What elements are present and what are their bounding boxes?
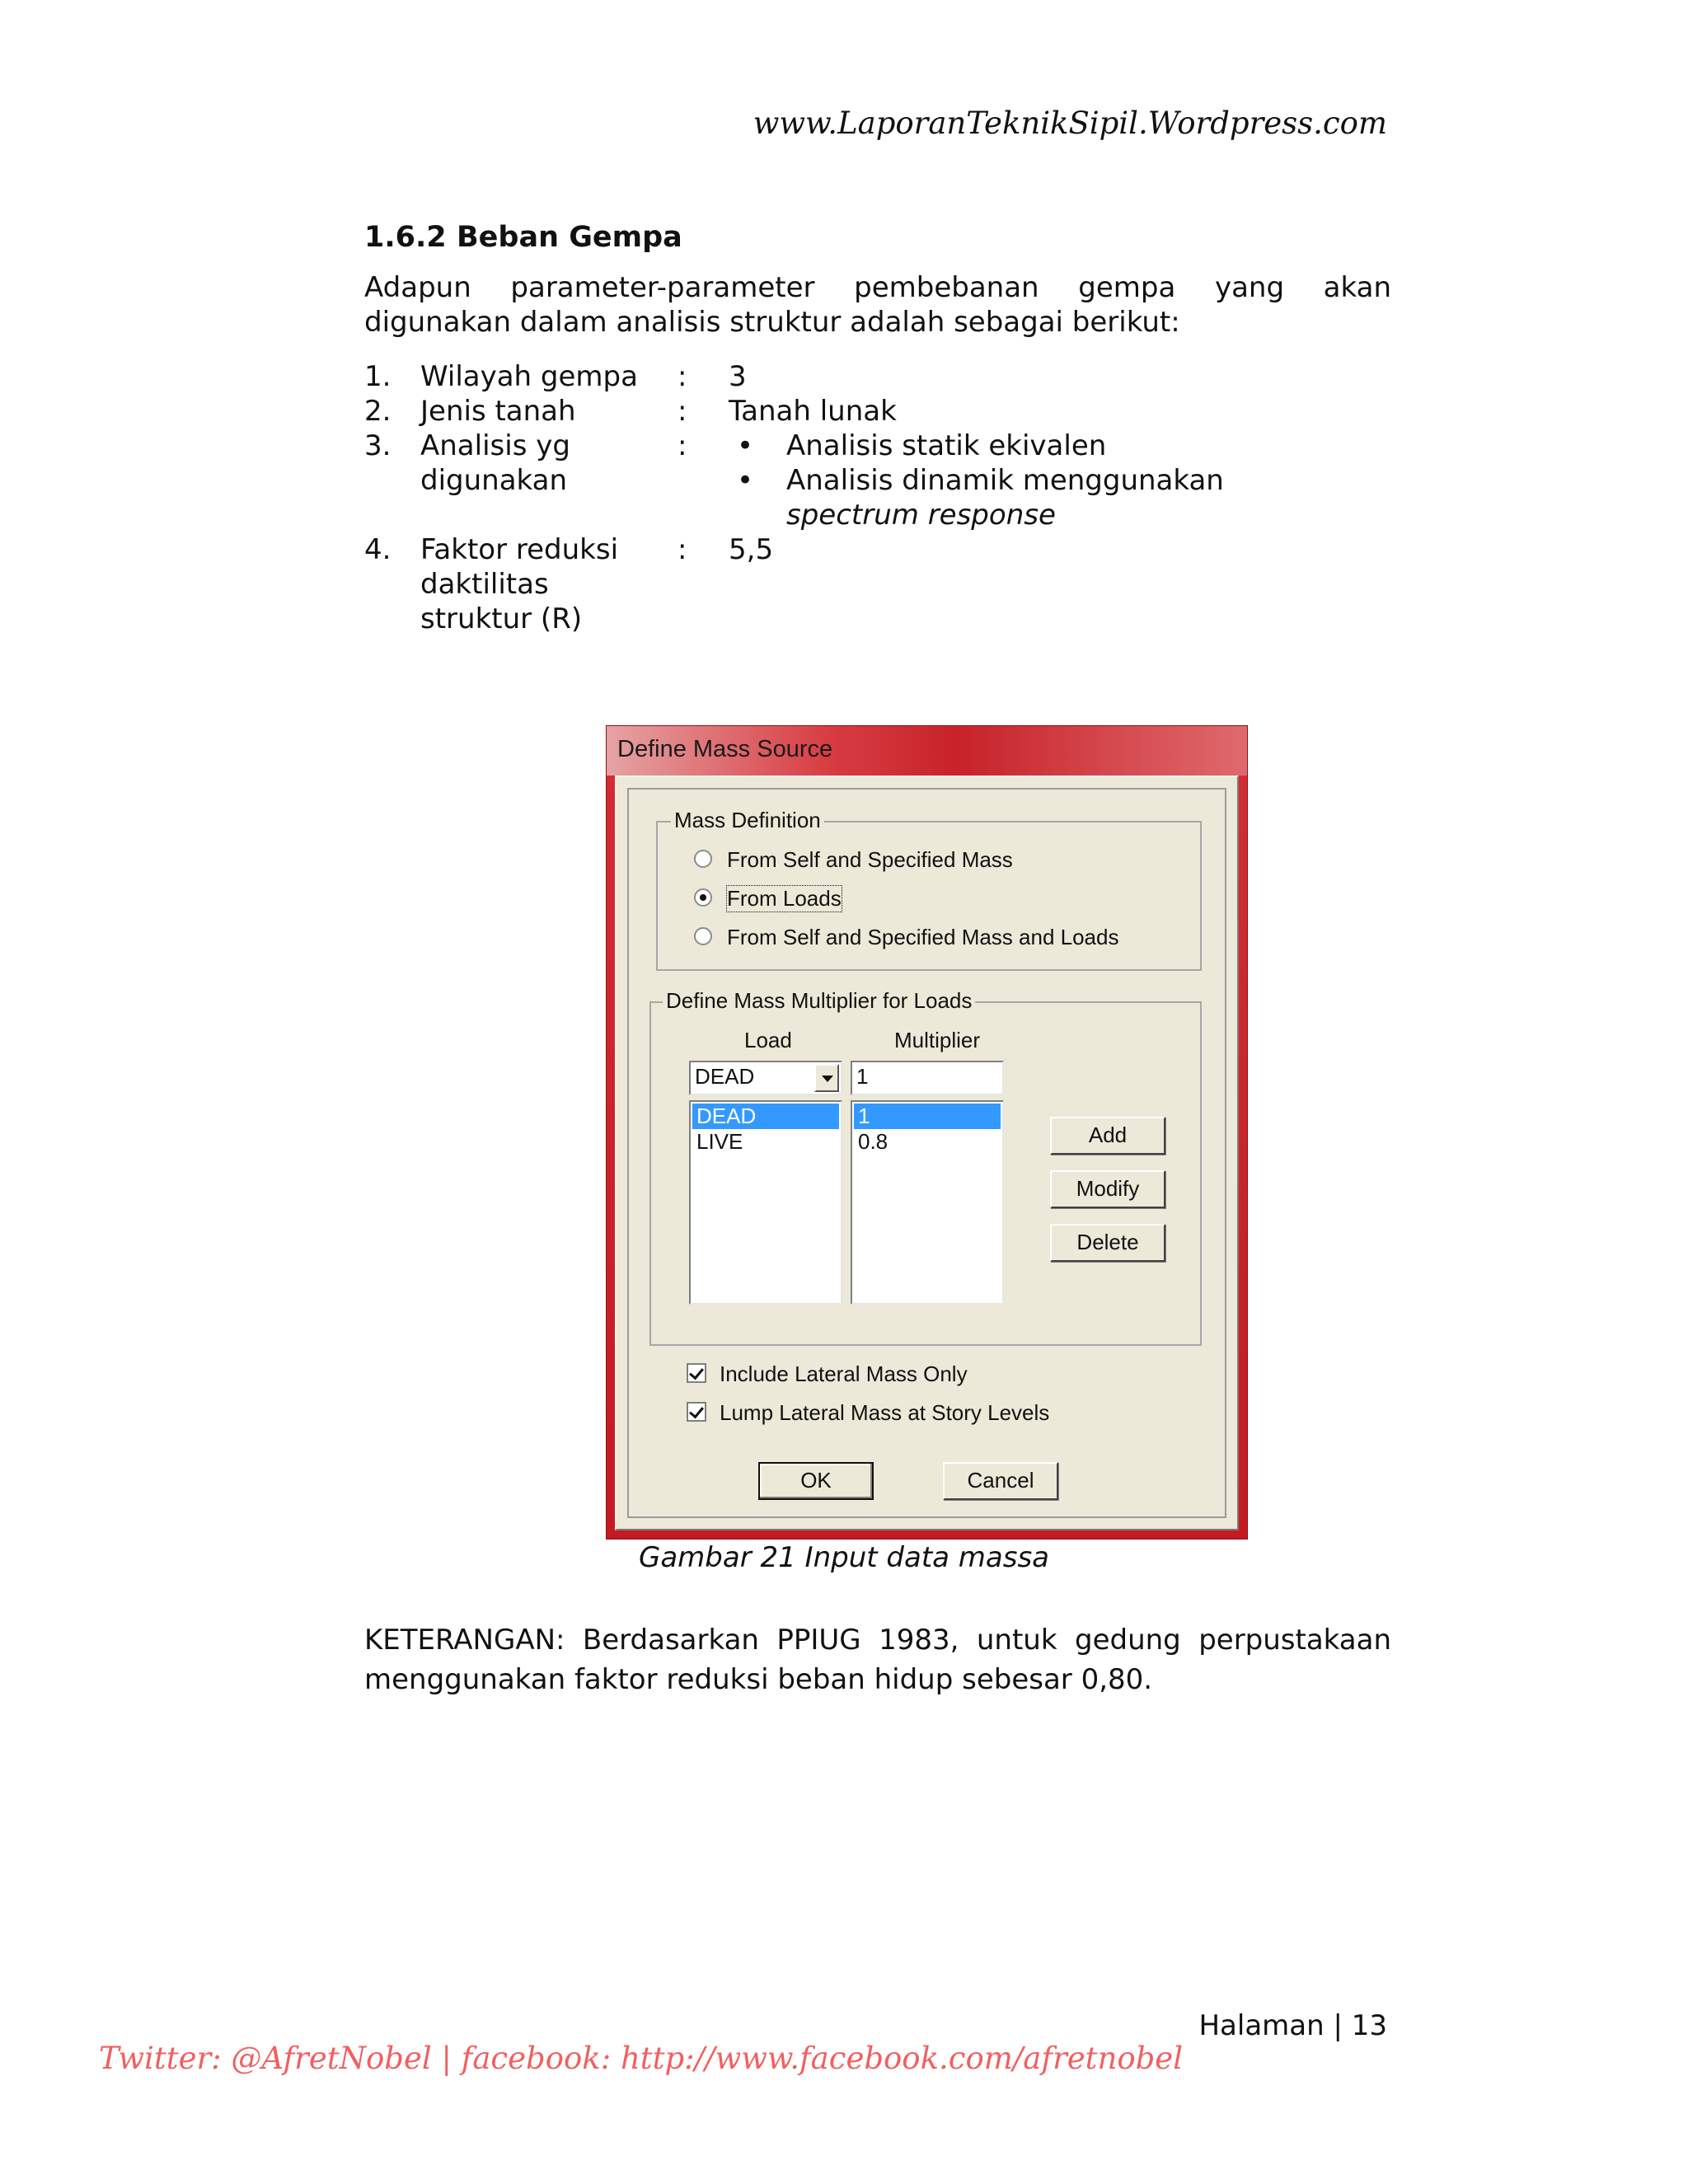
bullet-text-italic: spectrum response bbox=[786, 499, 1056, 532]
checkbox-label[interactable]: Include Lateral Mass Only bbox=[720, 1361, 968, 1386]
checkmark-icon bbox=[689, 1365, 704, 1380]
define-mass-source-dialog bbox=[606, 725, 1248, 1540]
delete-button[interactable]: Delete bbox=[1050, 1224, 1165, 1262]
page-number: Halaman | 13 bbox=[1198, 2009, 1387, 2042]
multiplier-input[interactable] bbox=[851, 1061, 1004, 1095]
bullet-mark: • bbox=[737, 464, 754, 497]
param-label: Jenis tanah bbox=[420, 395, 576, 428]
ok-button[interactable]: OK bbox=[758, 1462, 874, 1500]
mass-multiplier-group bbox=[649, 988, 1202, 1346]
list-item[interactable]: DEAD bbox=[692, 1104, 839, 1129]
mass-definition-group bbox=[656, 808, 1202, 971]
modify-button[interactable]: Modify bbox=[1050, 1170, 1165, 1208]
multiplier-list[interactable] bbox=[851, 1100, 1004, 1305]
param-label: Faktor reduksi daktilitas struktur (R) bbox=[420, 533, 619, 635]
radio-label[interactable]: From Self and Specified Mass and Loads bbox=[727, 925, 1119, 949]
radio-label[interactable]: From Self and Specified Mass bbox=[727, 847, 1013, 872]
section-title: Beban Gempa bbox=[457, 221, 682, 254]
dialog-title: Define Mass Source bbox=[617, 736, 833, 762]
param-number: 3. bbox=[364, 429, 392, 462]
mass-definition-legend: Mass Definition bbox=[671, 808, 824, 833]
bullet-text: Analisis statik ekivalen bbox=[786, 429, 1107, 462]
checkmark-icon bbox=[689, 1404, 704, 1419]
footer-social-links: Twitter: @AfretNobel | facebook: http://www.facebook.com/afretnobel bbox=[99, 2041, 1184, 2076]
chevron-down-icon[interactable] bbox=[814, 1064, 839, 1092]
dialog-client-area bbox=[615, 776, 1239, 1530]
param-value: Tanah lunak bbox=[729, 395, 897, 428]
list-item[interactable]: LIVE bbox=[696, 1129, 743, 1154]
load-dropdown-value: DEAD bbox=[695, 1064, 755, 1089]
list-item[interactable]: 0.8 bbox=[858, 1129, 889, 1154]
figure-caption: Gambar 21 Input data massa bbox=[638, 1541, 1050, 1574]
param-label: Analisis yg digunakan bbox=[420, 429, 570, 497]
param-colon: : bbox=[678, 395, 687, 428]
checkbox-label[interactable]: Lump Lateral Mass at Story Levels bbox=[720, 1400, 1050, 1425]
radio-button-icon[interactable] bbox=[694, 888, 712, 907]
param-colon: : bbox=[678, 533, 687, 566]
bullet-mark: • bbox=[737, 429, 754, 462]
load-list[interactable] bbox=[689, 1100, 842, 1305]
bullet-text bbox=[786, 463, 1314, 532]
checkbox-icon[interactable] bbox=[687, 1363, 706, 1383]
load-dropdown[interactable] bbox=[689, 1061, 842, 1095]
intro-paragraph: Adapun parameter-parameter pembebanan gempa yang akan digunakan dalam analisis struktur adalah sebagai berikut: bbox=[364, 271, 1391, 339]
multiplier-column-header: Multiplier bbox=[894, 1028, 981, 1052]
param-value: 3 bbox=[729, 360, 747, 393]
cancel-button[interactable]: Cancel bbox=[943, 1462, 1058, 1500]
radio-label[interactable]: From Loads bbox=[727, 886, 842, 911]
dialog-titlebar[interactable] bbox=[607, 726, 1247, 776]
list-item[interactable]: 1 bbox=[854, 1104, 1001, 1129]
param-colon: : bbox=[678, 360, 687, 393]
bullet-text-plain: Analisis dinamik menggunakan bbox=[786, 464, 1224, 497]
add-button[interactable]: Add bbox=[1050, 1117, 1165, 1155]
load-column-header: Load bbox=[744, 1028, 792, 1052]
param-value: 5,5 bbox=[729, 533, 774, 566]
radio-button-icon[interactable] bbox=[694, 927, 712, 945]
checkbox-icon[interactable] bbox=[687, 1402, 706, 1422]
header-url: www.LaporanTeknikSipil.Wordpress.com bbox=[753, 105, 1387, 141]
param-number: 4. bbox=[364, 533, 392, 566]
param-label: Wilayah gempa bbox=[420, 360, 638, 393]
section-number: 1.6.2 bbox=[364, 221, 447, 254]
radio-dot-icon bbox=[700, 894, 706, 901]
param-colon: : bbox=[678, 429, 687, 462]
keterangan-paragraph: KETERANGAN: Berdasarkan PPIUG 1983, untuk gedung perpustakaan menggunakan faktor reduksi beban hidup sebesar 0,80. bbox=[364, 1624, 1391, 1696]
multiplier-input-value: 1 bbox=[856, 1064, 869, 1089]
mass-multiplier-legend: Define Mass Multiplier for Loads bbox=[663, 988, 975, 1014]
radio-button-icon[interactable] bbox=[694, 850, 712, 868]
param-number: 2. bbox=[364, 395, 392, 428]
section-heading bbox=[364, 221, 682, 254]
param-number: 1. bbox=[364, 360, 392, 393]
